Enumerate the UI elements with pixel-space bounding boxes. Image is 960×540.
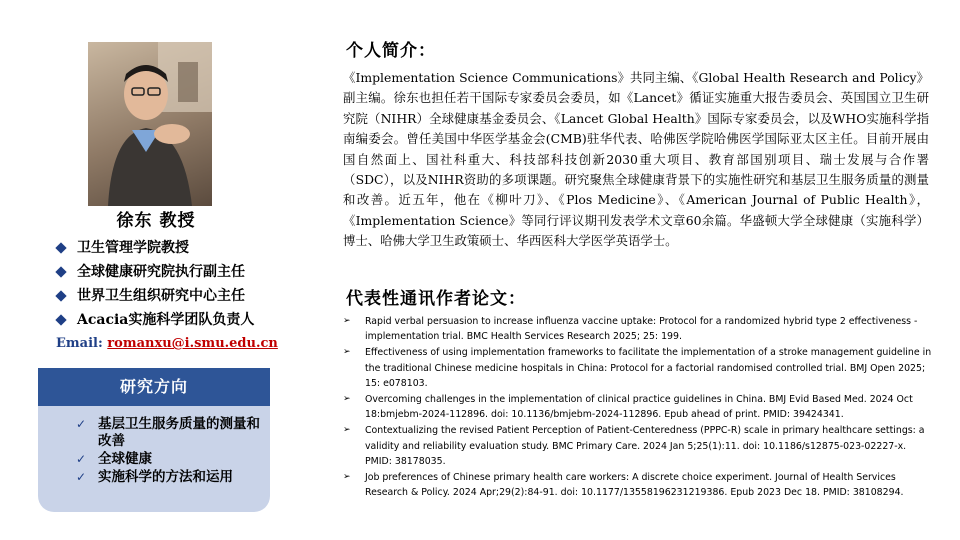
diamond-icon	[55, 266, 66, 277]
check-icon: ✓	[76, 452, 87, 466]
role-item	[55, 236, 254, 260]
portrait-illustration	[88, 42, 212, 206]
role-label: 全球健康研究院执行副主任	[77, 264, 245, 280]
email-line	[56, 336, 278, 351]
paper-item	[343, 314, 933, 344]
research-item-label: 实施科学的方法和运用	[98, 469, 233, 485]
profile-photo	[88, 42, 212, 206]
research-panel-title: 研究方向	[38, 368, 270, 406]
paper-citation: Job preferences of Chinese primary health care workers: A discrete choice experiment. Journal of Health Services Research & Policy. 2024 Apr;29(2):84-91. doi: 10.1177/13558196231219386. Epub 2023 Dec 18. PMID: 38108294.	[365, 472, 904, 499]
check-icon: ✓	[76, 417, 87, 431]
role-label: Acacia实施科学团队负责人	[77, 312, 255, 328]
paper-citation: Contextualizing the revised Patient Perception of Patient-Centeredness (PPPC-R) scale in primary healthcare settings: a validity and reliability evaluation study. BMC Primary Care. 2024 Jan 5;25(1):11. doi: 10.1186/s12875-023-02227-x. PMID: 38178035.	[365, 425, 925, 467]
role-label: 世界卫生组织研究中心主任	[77, 288, 245, 304]
check-icon: ✓	[76, 470, 87, 484]
research-item	[76, 469, 262, 486]
paper-item	[343, 392, 933, 422]
paper-item	[343, 423, 933, 469]
papers-heading: 代表性通讯作者论文：	[346, 289, 526, 309]
intro-heading: 个人简介：	[346, 41, 436, 61]
paper-item	[343, 345, 933, 391]
research-list	[76, 416, 262, 487]
intro-text: 《Implementation Science Communications》共同主编、《Global Health Research and Policy》副主编。徐东也担任若干国际专家委员会委员，如《Lancet》循证实施重大报告委员会、英国国立卫生研究院（NIHR）全球健康基金委员会、《Lancet Global Health》国际专家委员会，以及WHO实施科学指南编委会。曾任美国中华医学基金会(CMB)驻华代表、哈佛医学院哈佛医学国际亚太区主任。目前开展由国自然面上、国社科重大、科技部科技创新2030重大项目、教育部国别项目、瑞士发展与合作署（SDC），以及NIHR资助的多项课题。研究聚焦全球健康背景下的实施性研究和基层卫生服务质量的测量和改善。近五年，他在《柳叶刀》、《Plos Medicine》、《American Journal of Public Health》，《Implementation Science》等同行评议期刊发表学术文章60余篇。华盛顿大学全球健康（实施科学）博士、哈佛大学卫生政策硕士、华西医科大学医学英语学士。	[343, 70, 929, 249]
research-item	[76, 416, 262, 450]
role-list	[55, 236, 254, 332]
diamond-icon	[55, 314, 66, 325]
email-label: Email:	[56, 336, 108, 351]
paper-list	[343, 314, 933, 501]
arrow-icon: ➢	[343, 347, 351, 358]
research-item-label: 基层卫生服务质量的测量和改善	[98, 416, 260, 449]
person-name-title: 徐东 教授	[116, 211, 196, 231]
role-item	[55, 308, 254, 332]
arrow-icon: ➢	[343, 472, 351, 483]
research-item-label: 全球健康	[98, 451, 152, 467]
diamond-icon	[55, 242, 66, 253]
paper-citation: Rapid verbal persuasion to increase influenza vaccine uptake: Protocol for a randomized hybrid type 2 effectiveness -implementation trial. BMC Health Services Research 2025; 25: 199.	[365, 316, 918, 343]
email-link[interactable]: romanxu@i.smu.edu.cn	[107, 336, 278, 351]
arrow-icon: ➢	[343, 316, 351, 326]
paper-item	[343, 470, 933, 500]
paper-citation: Overcoming challenges in the implementation of clinical practice guidelines in China. BMJ Evid Based Med. 2024 Oct 18:bmjebm-2024-112896. doi: 10.1136/bmjebm-2024-112896. Epub ahead of print. PMID: 39424341.	[365, 394, 913, 421]
role-item	[55, 260, 254, 284]
role-item	[55, 284, 254, 308]
research-item	[76, 451, 262, 468]
diamond-icon	[55, 290, 66, 301]
paper-citation: Effectiveness of using implementation frameworks to facilitate the implementation of a stroke management guideline in the traditional Chinese medicine hospitals in China: Protocol for a factorial randomised controlled trial. BMJ Open 2025; 15: e078103.	[365, 347, 932, 389]
role-label: 卫生管理学院教授	[77, 240, 189, 256]
arrow-icon: ➢	[343, 425, 351, 436]
arrow-icon: ➢	[343, 394, 351, 405]
